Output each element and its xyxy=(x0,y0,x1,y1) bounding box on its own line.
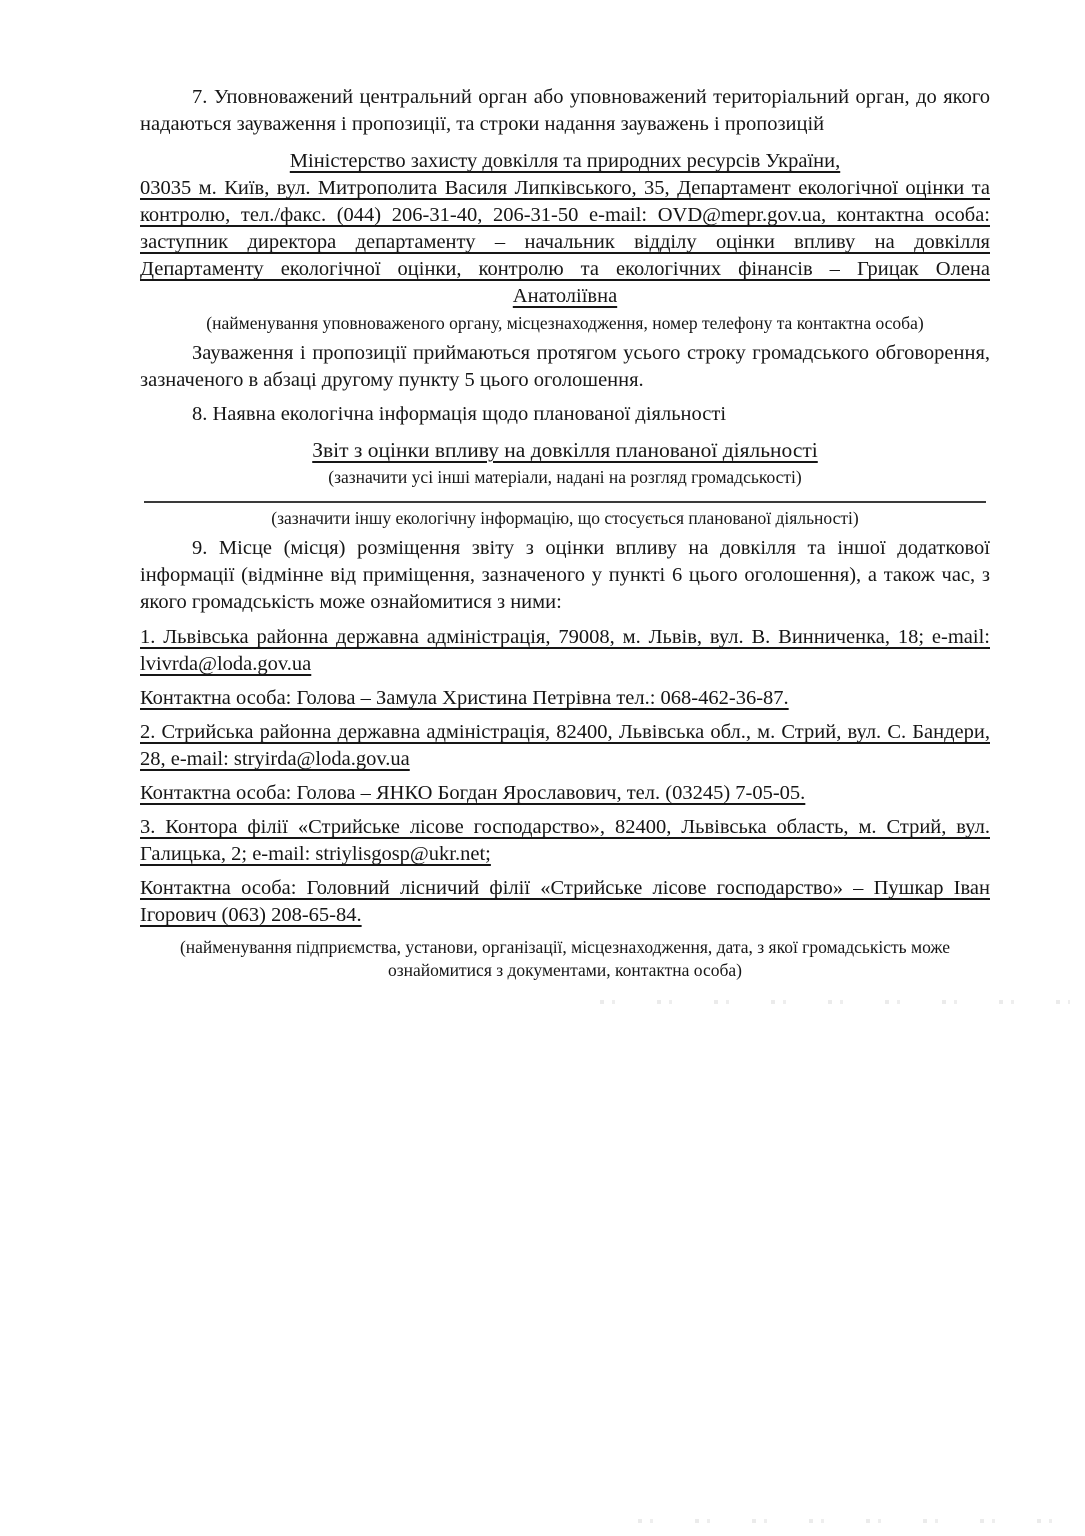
section9-paragraph: 9. Місце (місця) розміщення звіту з оцінки впливу на довкілля та іншої додаткової інформації (відмінне від приміщення, зазначеного у пункті 6 цього оголошення), а також час, з якого громадськість може ознайомитися з ними: xyxy=(140,537,990,613)
location-entry-2: 2. Стрийська районна державна адміністрація, 82400, Львівська обл., м. Стрий, вул. С. Бандери, 28, e-mail: stryirda@loda.gov.ua xyxy=(140,721,990,770)
section7-paragraph: 7. Уповноважений центральний орган або уповноважений територіальний орган, до якого надаються зауваження і пропозиції, та строки надання зауважень і пропозицій xyxy=(140,86,990,135)
ministry-details: 03035 м. Київ, вул. Митрополита Василя Липківського, 35, Департамент екологічної оцінки та контролю, тел./факс. (044) 206-31-40, 206-31-50 e-mail: OVD@mepr.gov.ua, контактна особа: заступник директора департаменту – начальник відділу оцінки впливу на довкілля Департаменту екологічної оцінки, контролю та екологічних фінансів – Грицак Олена Анатоліївна xyxy=(140,177,990,307)
location-list xyxy=(140,624,990,929)
ministry-title: Міністерство захисту довкілля та природних ресурсів України, xyxy=(289,150,841,172)
ministry-caption: (найменування уповноваженого органу, місцезнаходження, номер телефону та контактна особа) xyxy=(206,313,924,333)
enterprise-caption: (найменування підприємства, установи, організації, місцезнаходження, дата, з якої громадськість може ознайомитися з документами, контактна особа) xyxy=(179,937,951,980)
blank-field-rule xyxy=(144,501,986,503)
location-contact-1: Контактна особа: Голова – Замула Христина Петрівна тел.: 068-462-36-87. xyxy=(140,687,789,709)
ministry-block xyxy=(140,148,990,335)
location-contact-3: Контактна особа: Головний лісничий філії «Стрийське лісове господарство» – Пушкар Іван Ігорович (063) 208-65-84. xyxy=(140,877,990,926)
section8-heading: 8. Наявна екологічна інформація щодо планованої діяльності xyxy=(192,403,727,425)
location-entry-1: 1. Львівська районна державна адміністрація, 79008, м. Львів, вул. В. Винниченка, 18; e-mail: lvivrda@loda.gov.ua xyxy=(140,626,990,675)
report-title: Звіт з оцінки впливу на довкілля планованої діяльності xyxy=(312,438,818,462)
remarks-paragraph: Зауваження і пропозиції приймаються протягом усього строку громадського обговорення, зазначеного в абзаці другому пункту 5 цього оголошення. xyxy=(140,342,990,391)
location-contact-2: Контактна особа: Голова – ЯНКО Богдан Ярославович, тел. (03245) 7-05-05. xyxy=(140,782,806,804)
report-title-caption: (зазначити усі інші матеріали, надані на розгляд громадськості) xyxy=(328,467,802,487)
scan-noise-dots-lower xyxy=(638,1519,1085,1523)
document-body xyxy=(140,84,990,982)
location-entry-3: 3. Контора філії «Стрийське лісове господарство», 82400, Львівська область, м. Стрий, вул. Галицька, 2; e-mail: striylisgosp@ukr.net; xyxy=(140,816,990,865)
scan-noise-dots-upper xyxy=(600,1000,1070,1004)
other-info-caption: (зазначити іншу екологічну інформацію, що стосується планованої діяльності) xyxy=(271,508,859,528)
